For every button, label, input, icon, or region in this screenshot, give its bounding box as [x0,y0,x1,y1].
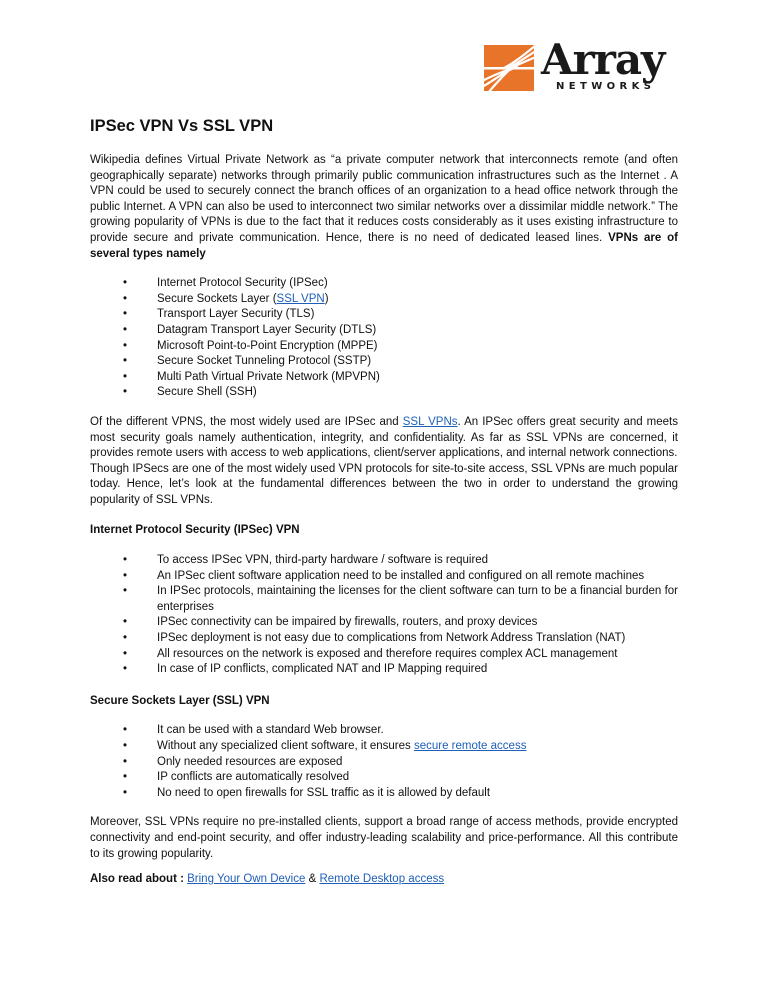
list-item: • Only needed resources are exposed [90,755,678,771]
ipsec-list [90,553,678,678]
bullet-icon: • [123,663,128,676]
list-item: • In IPSec protocols, maintaining the licenses for the client software can turn to be a financial burden for enterprises [123,585,678,613]
bullet-icon: • [123,647,128,660]
list-item: • IPSec deployment is not easy due to complications from Network Address Translation (NAT) [90,631,678,647]
also-read-line: Also read about : Bring Your Own Device & Remote Desktop access [90,873,445,886]
bullet-icon: • [123,323,128,336]
bullet-icon: • [123,355,128,368]
list-item: • It can be used with a standard Web browser. [90,723,678,739]
list-item: • IPSec connectivity can be impaired by firewalls, routers, and proxy devices [90,615,678,631]
list-item: • Secure Shell (SSH) [90,385,678,401]
bullet-icon: • [123,616,128,629]
bullet-icon: • [123,632,128,645]
logo-wordmark: Array [541,35,665,84]
array-logo-mark-icon [484,43,534,93]
bullet-icon: • [123,786,128,799]
list-item: • Microsoft Point-to-Point Encryption (MPPE) [90,339,678,355]
bullet-icon: • [123,339,128,352]
list-item: • Datagram Transport Layer Security (DTLS) [90,323,678,339]
comparison-paragraph-2: Though IPSecs are one of the most widely used VPN protocols for site-to-site access, SSL VPNs are much popular today. Hence, let’s look at the fundamental differences between the two in order to understand the growing popularity of SSL VPNs. [90,462,678,506]
bullet-icon: • [123,724,128,737]
list-item: • An IPSec client software application need to be installed and configured on all remote machines [90,569,678,585]
bullet-icon: • [123,292,128,305]
intro-text: Wikipedia defines Virtual Private Network as “a private computer network that interconnects remote (and often geographically separate) networks through primarily public communication infrastructures such as the Internet . A VPN could be used to securely connect the branch offices of an organization to a head office network through the public Internet. A VPN can also be used to interconnect two similar networks over a dissimilar middle network.” The growing popularity of VPNs is due to the fact that it reduces costs considerably as it uses existing infrastructure to provide secure and private communication. Hence, there is no need of dedicated leased lines. [90,154,678,244]
ssl-vpns-link[interactable]: SSL VPNs [402,415,458,428]
secure-remote-access-link[interactable]: secure remote access [413,740,527,752]
bullet-icon: • [123,386,128,399]
remote-desktop-access-link[interactable]: Remote Desktop access [319,873,445,886]
list-item: • Secure Socket Tunneling Protocol (SSTP) [90,354,678,370]
also-read-label: Also read about : [90,873,188,886]
document-title: IPSec VPN Vs SSL VPN [90,117,274,135]
list-item: • IP conflicts are automatically resolved [90,770,678,786]
bullet-icon: • [123,308,128,321]
bullet-icon: • [123,277,128,290]
array-networks-logo [484,35,674,98]
list-item: • To access IPSec VPN, third-party hardware / software is required [90,553,678,569]
list-item: • Secure Sockets Layer (SSL VPN) [90,292,678,308]
ssl-vpn-link[interactable]: SSL VPN [276,292,325,305]
logo-subtitle: NETWORKS [556,81,656,92]
list-item: • Without any specialized client software, it ensures secure remote access [90,739,678,755]
list-item: • All resources on the network is exposed and therefore requires complex ACL management [90,647,678,663]
bullet-icon: • [123,755,128,768]
bullet-icon: • [123,585,128,598]
bullet-icon: • [123,569,128,582]
list-item: • In case of IP conflicts, complicated NAT and IP Mapping required [90,662,678,678]
list-item: • Multi Path Virtual Private Network (MPVPN) [90,370,678,386]
list-item: • No need to open firewalls for SSL traffic as it is allowed by default [90,786,678,802]
bullet-icon: • [123,370,128,383]
bullet-icon: • [123,740,128,752]
bullet-icon: • [123,771,128,784]
document-body [90,116,678,888]
comparison-paragraph: Of the different VPNS, the most widely used are IPSec and SSL VPNs. An IPSec offers great security and meets most security goals namely authentication, integrity, and confidentiality. As far as SSL VPNs are concerned, it provides remote users with access to web applications, client/server applications, and internal network connections. [90,415,678,460]
ipsec-section-heading: Internet Protocol Security (IPSec) VPN [90,524,300,537]
byod-link[interactable]: Bring Your Own Device [187,873,306,886]
ssl-list [90,723,678,801]
intro-paragraph [90,153,678,262]
bullet-icon: • [123,554,128,567]
intro-bold-tail: VPNs are of several types namely [90,231,678,260]
list-item: • Internet Protocol Security (IPSec) [90,276,678,292]
ssl-section-heading: Secure Sockets Layer (SSL) VPN [90,694,270,707]
closing-paragraph: Moreover, SSL VPNs require no pre-installed clients, support a broad range of access methods, provide encrypted connectivity and end-point security, and offer industry-leading scalability and price-performance. All this contribute to its growing popularity. [90,816,678,860]
vpn-types-list [90,276,678,401]
list-item: • Transport Layer Security (TLS) [90,307,678,323]
